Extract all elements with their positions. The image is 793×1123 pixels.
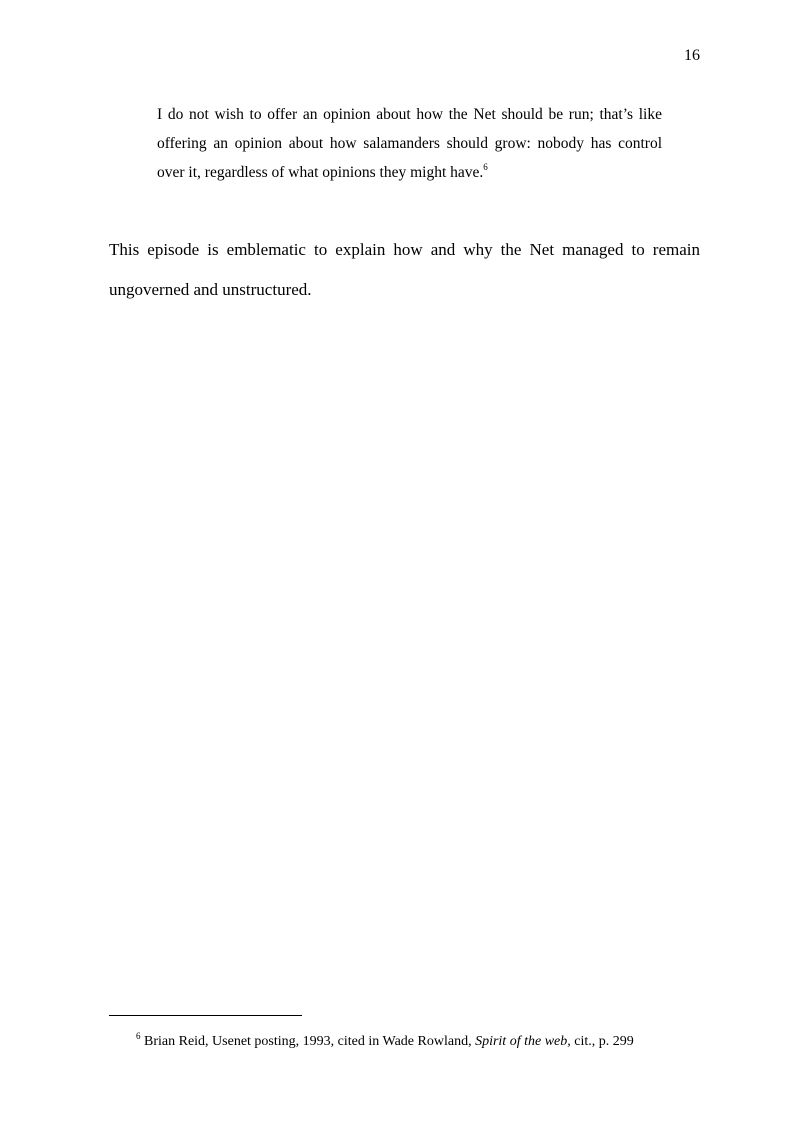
quote-line-text: over it, regardless of what opinions they might have. [157, 164, 484, 181]
quote-line-last [157, 158, 662, 187]
footnote-separator [109, 1015, 302, 1016]
footnote [136, 1032, 676, 1052]
footnote-text: Brian Reid, Usenet posting, 1993, cited in Wade Rowland, [140, 1034, 476, 1049]
page-number: 16 [684, 47, 700, 64]
body-line: This episode is emblematic to explain how and why the Net managed to remain [109, 240, 700, 259]
footnote-marker: 6 [136, 1031, 141, 1041]
body-paragraph [109, 230, 700, 310]
block-quote [157, 100, 662, 187]
body-line-last: ungoverned and unstructured. [109, 280, 312, 299]
footnote-title: Spirit of the web, [475, 1034, 571, 1049]
footnote-reference[interactable]: 6 [483, 162, 488, 172]
quote-line: offering an opinion about how salamanders should grow: nobody has control [157, 135, 662, 152]
footnote-text-end: cit., p. 299 [570, 1034, 634, 1049]
quote-line: I do not wish to offer an opinion about how the Net should be run; that’s like [157, 106, 662, 123]
